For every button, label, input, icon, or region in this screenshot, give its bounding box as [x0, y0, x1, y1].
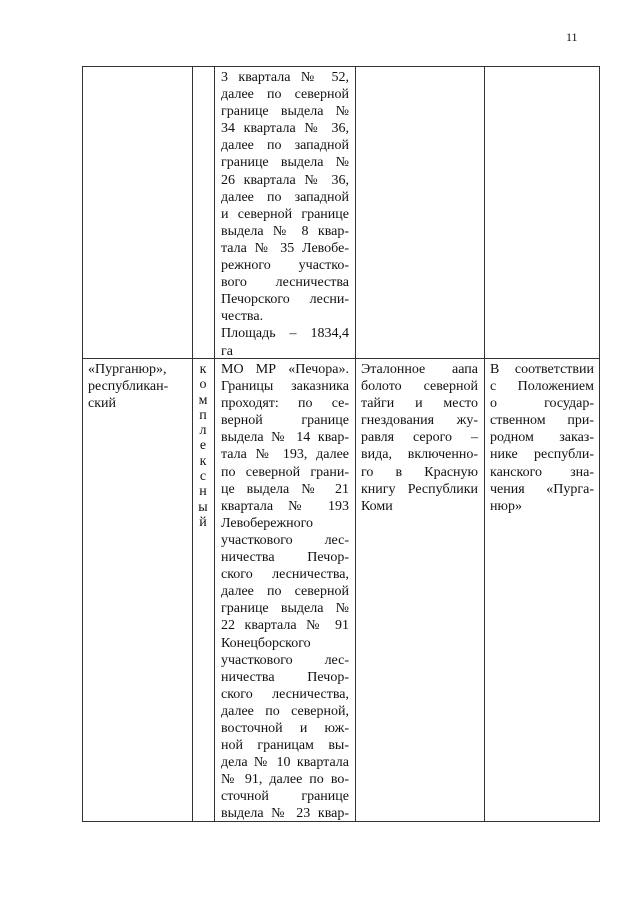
text-line: о государ-	[490, 396, 594, 412]
text-line: далее по северной	[221, 87, 349, 103]
text-line: границе выдела №	[221, 104, 349, 120]
text-line: МО МР «Печора».	[221, 362, 349, 377]
text-line: тала № 193, далее	[221, 447, 349, 463]
row2-reserve-name	[88, 361, 188, 412]
text-line: выдела № 14 квар-	[221, 430, 349, 446]
profile-letter: й	[199, 514, 207, 530]
text-line: границе выдела №	[221, 155, 349, 171]
text-line: го в Красную	[361, 464, 478, 480]
text-line: Эталонное аапа	[361, 362, 478, 377]
page-number: 11	[566, 30, 578, 44]
text-line: квартала № 193	[221, 498, 349, 514]
text-line: ственном при-	[490, 413, 594, 429]
text-line: нике республи-	[490, 447, 594, 463]
text-line: далее по западной	[221, 138, 349, 154]
text-line: Конецборского	[221, 635, 311, 651]
text-line: канского зна-	[490, 464, 594, 480]
profile-letter: с	[199, 469, 207, 485]
text-line: далее по северной	[221, 584, 349, 600]
text-line: выдела № 8 квар-	[221, 223, 349, 239]
text-line: чества.	[221, 309, 264, 325]
row2-legal-basis	[490, 361, 594, 515]
text-line: 3 квартала № 52,	[221, 70, 349, 85]
text-line: га	[221, 343, 233, 359]
text-line: по северной грани-	[221, 464, 349, 480]
text-line: ский	[88, 396, 116, 412]
text-line: восточной и юж-	[221, 720, 349, 736]
text-line: 22 квартала № 91	[221, 618, 349, 634]
text-line: дела № 10 квартала	[221, 755, 349, 771]
text-line: вого лесничества	[221, 275, 349, 291]
text-line: № 91, далее по во-	[221, 772, 349, 788]
profile-letter: е	[199, 438, 207, 454]
text-line: гнездования жу-	[361, 413, 478, 429]
text-line: тайги и место	[361, 396, 478, 412]
text-line: далее по западной	[221, 189, 349, 205]
text-line: и северной границе	[221, 206, 349, 222]
row1-description	[221, 69, 349, 360]
text-line: режного участко-	[221, 258, 349, 274]
text-line: Печорского лесни-	[221, 292, 349, 308]
text-line: Границы заказника	[221, 379, 349, 395]
text-line: Левобережного	[221, 515, 314, 531]
profile-letter: о	[199, 377, 207, 393]
text-line: с Положением	[490, 379, 594, 395]
text-line: Площадь – 1834,4	[221, 326, 349, 342]
row2-description	[221, 361, 349, 823]
profile-letter: к	[199, 453, 207, 469]
text-line: 34 квартала № 36,	[221, 121, 349, 137]
profile-letter: н	[199, 484, 207, 500]
text-line: далее по северной,	[221, 703, 349, 719]
text-line: верной границе	[221, 413, 349, 429]
text-line: вида, включенно-	[361, 447, 478, 463]
profile-letter: м	[198, 392, 208, 408]
row2-value	[361, 361, 478, 515]
text-line: болото северной	[361, 379, 478, 395]
text-line: книгу Республики	[361, 481, 478, 497]
text-line: участкового лес-	[221, 652, 349, 668]
text-line: В соответствии	[490, 362, 594, 377]
text-line: ского лесничества,	[221, 686, 349, 702]
text-line: границе выдела №	[221, 601, 349, 617]
text-line: ничества Печор-	[221, 550, 349, 566]
text-line: участкового лес-	[221, 532, 349, 548]
text-line: сточной границе	[221, 789, 349, 805]
text-line: родном заказ-	[490, 430, 594, 446]
text-line: Коми	[361, 498, 393, 514]
text-line: тала № 35 Левобе-	[221, 240, 349, 256]
text-line: нюр»	[490, 498, 522, 514]
text-line: ничества Печор-	[221, 669, 349, 685]
text-line: ского лесничества,	[221, 567, 349, 583]
text-line: проходят: по се-	[221, 396, 349, 412]
row2-profile-vertical	[196, 362, 210, 530]
profile-letter: п	[199, 407, 207, 423]
text-line: выдела № 23 квар-	[221, 806, 349, 822]
text-line: це выдела № 21	[221, 481, 349, 497]
text-line: равля серого –	[361, 430, 478, 446]
profile-letter: к	[199, 362, 207, 377]
text-line: республикан-	[88, 379, 169, 395]
text-line: ной границам вы-	[221, 738, 349, 754]
text-line: «Пурганюр»,	[88, 362, 167, 377]
profile-letter: ы	[198, 499, 208, 515]
text-line: чения «Пурга-	[490, 481, 594, 497]
profile-letter: л	[199, 423, 207, 439]
text-line: 26 квартала № 36,	[221, 172, 349, 188]
